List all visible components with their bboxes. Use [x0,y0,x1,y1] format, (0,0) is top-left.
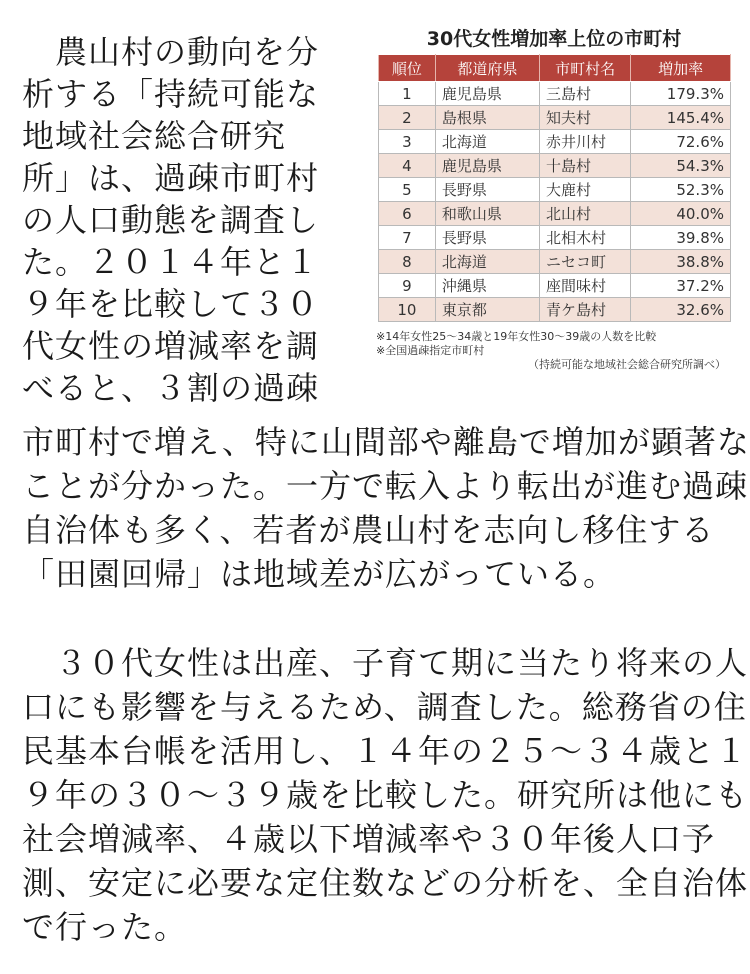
article-line: べると、３割の過疎 [22,369,320,407]
article-line: ９年の３０～３９歳を比較した。研究所は他にも [22,776,749,814]
article-line: 社会増減率、４歳以下増減率や３０年後人口予 [22,820,716,858]
cell-rate: 39.8% [631,226,731,250]
cell-rate: 179.3% [631,82,731,106]
cell-prefecture: 和歌山県 [435,202,539,226]
ranking-table [378,54,731,322]
cell-rank: 4 [379,154,436,178]
article-line: の人口動態を調査し [22,201,320,239]
article-line: 市町村で増え、特に山間部や離島で増加が顕著な [22,423,750,461]
header-municipality: 市町村名 [539,55,630,82]
table-row [379,82,731,106]
table-row [379,106,731,130]
article-line: ことが分かった。一方で転入より転出が進む過疎 [22,467,749,505]
table-row [379,250,731,274]
cell-prefecture: 沖縄県 [435,274,539,298]
table-row [379,202,731,226]
cell-rank: 9 [379,274,436,298]
header-prefecture: 都道府県 [435,55,539,82]
table-row [379,226,731,250]
cell-municipality: 北相木村 [539,226,630,250]
cell-rank: 2 [379,106,436,130]
article-line: ３０代女性は出産、子育て期に当たり将来の人 [22,644,749,682]
figure-title: 30代女性増加率上位の市町村 [426,28,682,50]
table-row [379,274,731,298]
header-rank: 順位 [379,55,436,82]
cell-rate: 54.3% [631,154,731,178]
cell-prefecture: 島根県 [435,106,539,130]
cell-prefecture: 鹿児島県 [435,154,539,178]
note-designation: ※全国過疎指定市町村 [376,344,485,357]
table-row [379,178,731,202]
article-line: た。２０１４年と１ [22,243,320,281]
article-line: 代女性の増減率を調 [22,327,320,365]
cell-municipality: 十島村 [539,154,630,178]
cell-rank: 6 [379,202,436,226]
table-row [379,154,731,178]
cell-municipality: 大鹿村 [539,178,630,202]
article-line: 口にも影響を与えるため、調査した。総務省の住 [22,688,747,726]
cell-prefecture: 北海道 [435,130,539,154]
article-line: 所」は、過疎市町村 [22,159,320,197]
cell-rank: 1 [379,82,436,106]
cell-rate: 72.6% [631,130,731,154]
table-row [379,130,731,154]
cell-municipality: 北山村 [539,202,630,226]
cell-prefecture: 東京都 [435,298,539,322]
article-line: 農山村の動向を分 [22,33,320,71]
table-row [379,298,731,322]
cell-rate: 52.3% [631,178,731,202]
cell-municipality: 青ケ島村 [539,298,630,322]
figure-notes [376,330,732,372]
article-line: 測、安定に必要な定住数などの分析を、全自治体 [22,864,749,902]
note-comparison: ※14年女性25～34歳と19年女性30～39歳の人数を比較 [376,330,657,343]
cell-municipality: ニセコ町 [539,250,630,274]
cell-rank: 10 [379,298,436,322]
header-rate: 増加率 [631,55,731,82]
cell-rank: 7 [379,226,436,250]
article-line: 析する「持続可能な [22,75,320,113]
cell-prefecture: 鹿児島県 [435,82,539,106]
source-credit: （持続可能な地域社会総合研究所調べ） [528,358,726,371]
cell-prefecture: 長野県 [435,226,539,250]
cell-municipality: 赤井川村 [539,130,630,154]
article-line: 「田園回帰」は地域差が広がっている。 [22,555,617,593]
article-line: 自治体も多く、若者が農山村を志向し移住する [22,511,715,549]
article-line: 地域社会総合研究 [22,117,287,155]
cell-prefecture: 北海道 [435,250,539,274]
cell-rank: 3 [379,130,436,154]
ranking-figure [376,24,732,372]
cell-rank: 5 [379,178,436,202]
cell-rate: 40.0% [631,202,731,226]
cell-prefecture: 長野県 [435,178,539,202]
cell-rate: 37.2% [631,274,731,298]
cell-municipality: 三島村 [539,82,630,106]
cell-rank: 8 [379,250,436,274]
cell-rate: 145.4% [631,106,731,130]
article-line: で行った。 [22,908,188,946]
cell-rate: 38.8% [631,250,731,274]
table-header-row [379,55,731,82]
article-line: 民基本台帳を活用し、１４年の２５～３４歳と１ [22,732,749,770]
cell-rate: 32.6% [631,298,731,322]
article-line: ９年を比較して３０ [22,285,320,323]
ranking-table-body [379,82,731,322]
cell-municipality: 知夫村 [539,106,630,130]
cell-municipality: 座間味村 [539,274,630,298]
